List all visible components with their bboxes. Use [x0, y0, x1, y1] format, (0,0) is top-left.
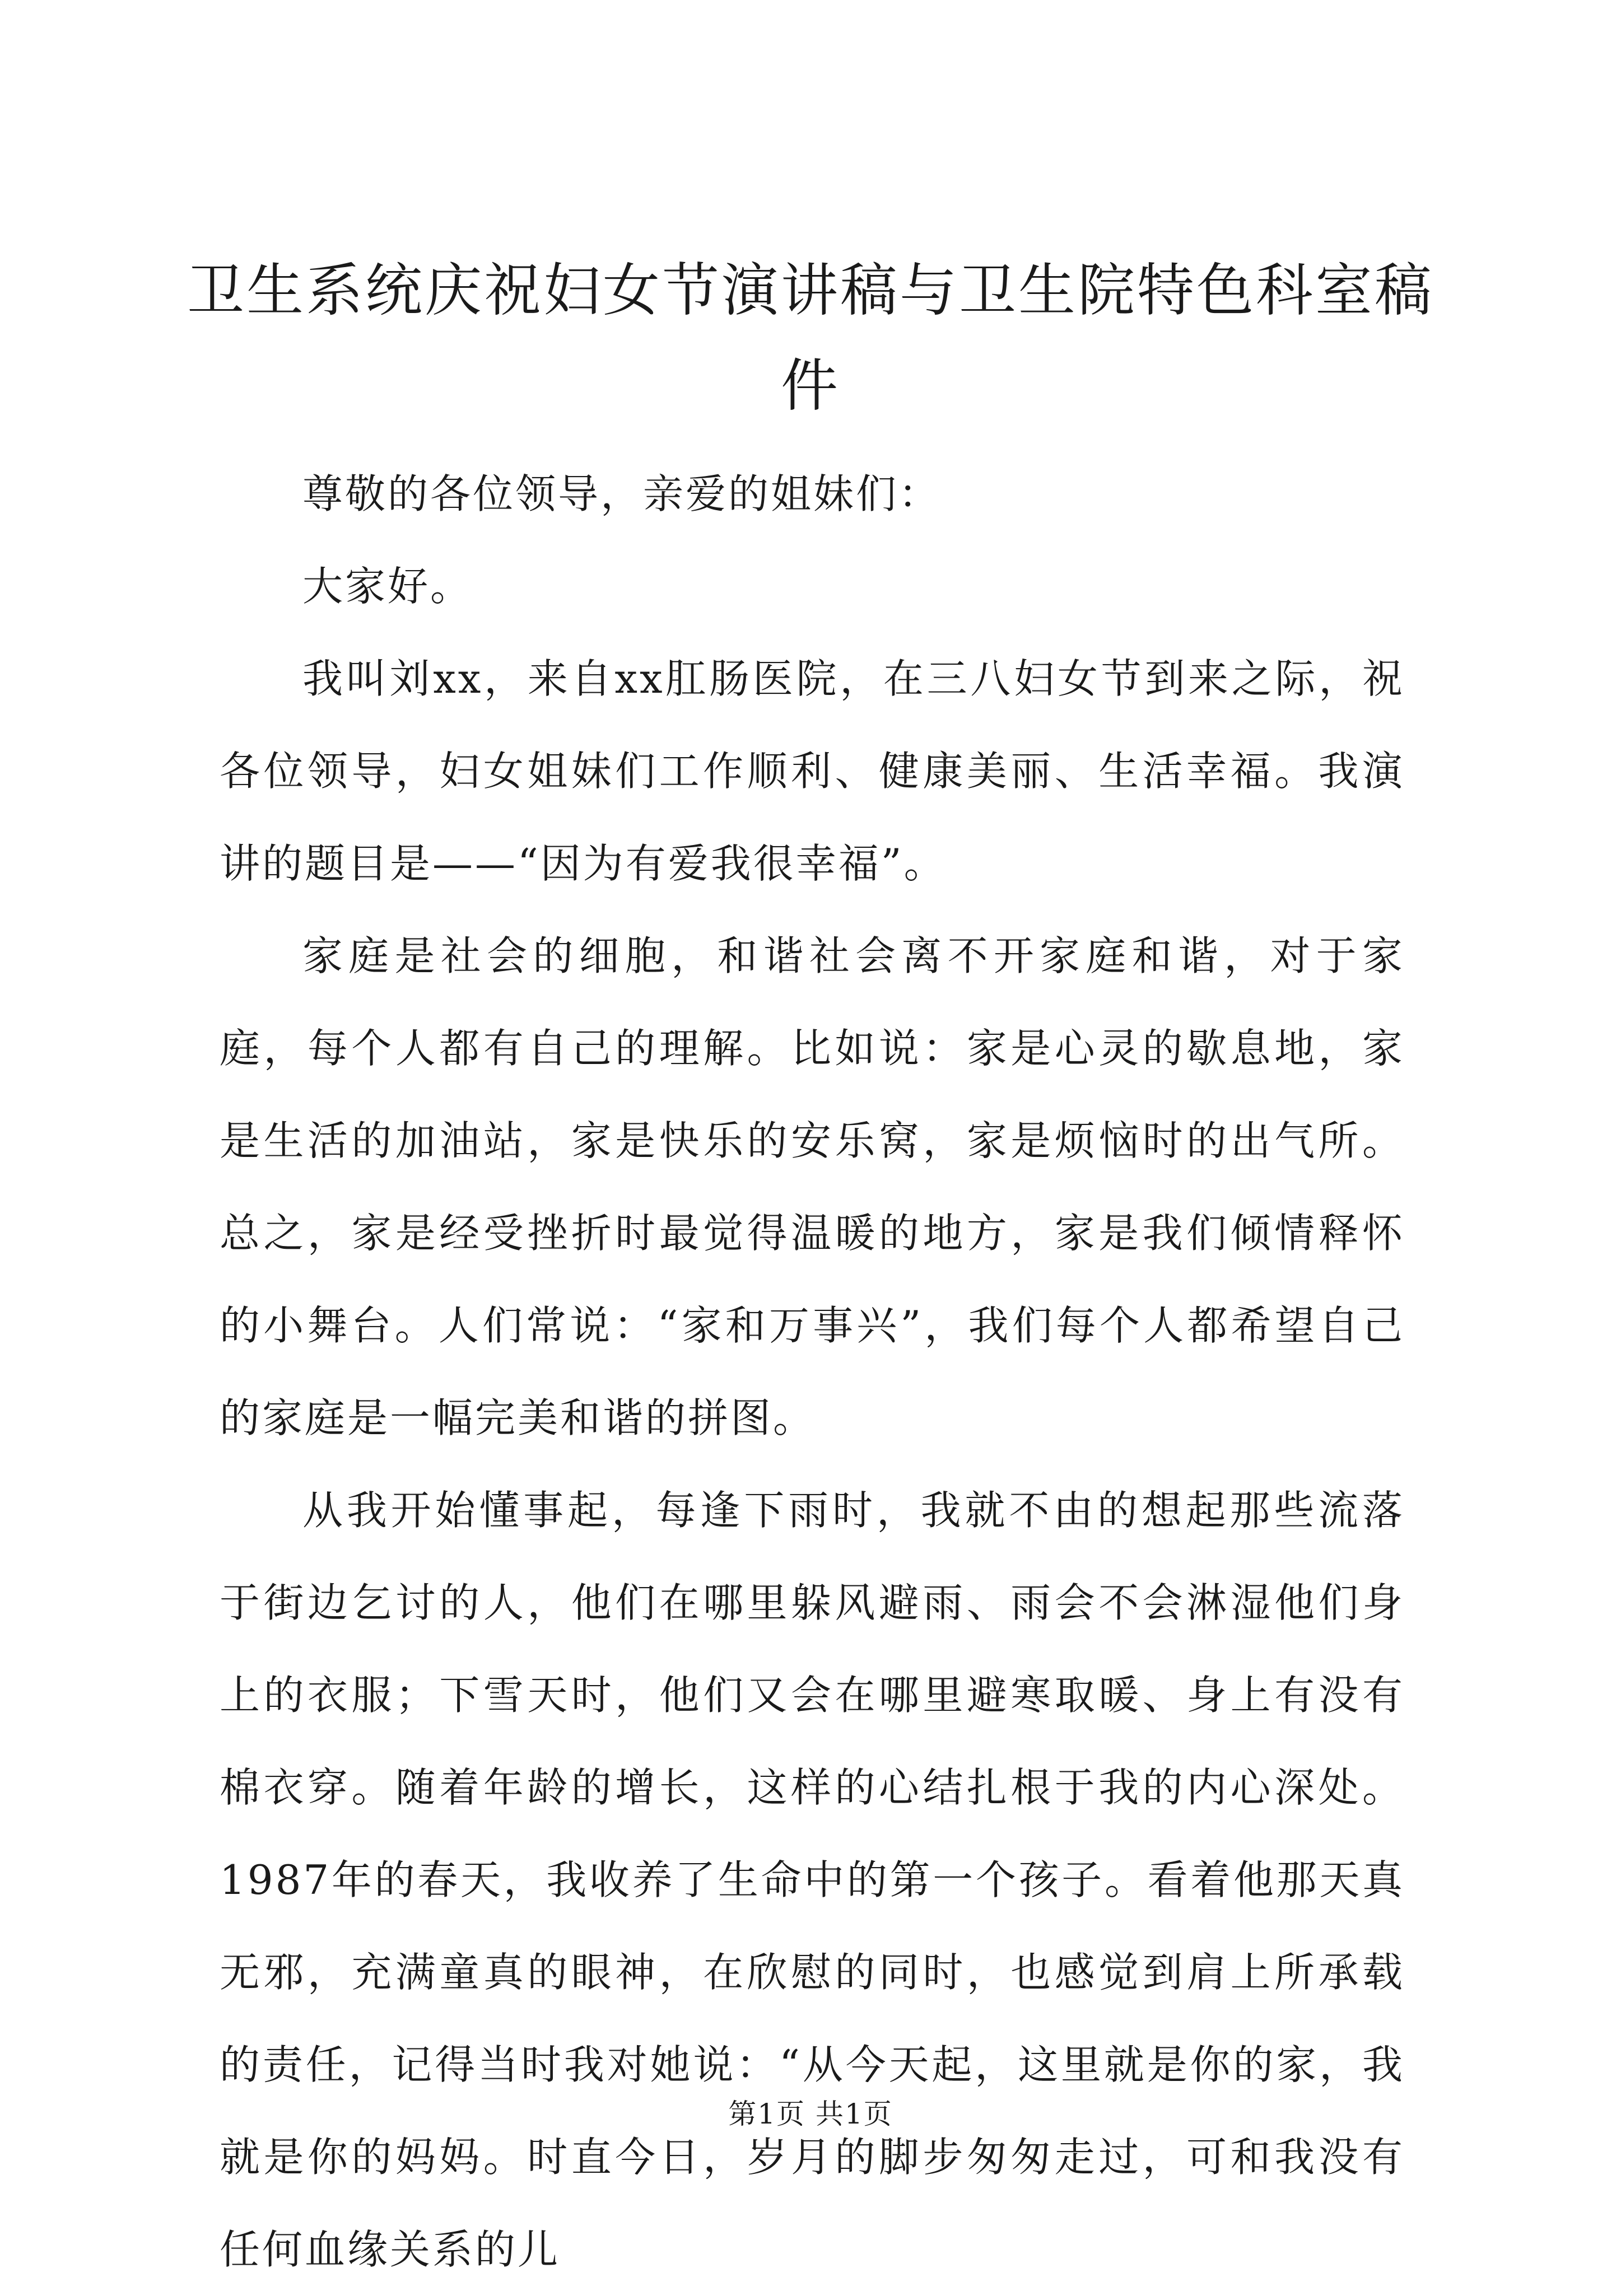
intro-paragraph: 我叫刘xx，来自xx肛肠医院，在三八妇女节到来之际，祝各位领导，妇女姐妹们工作顺利、健康美丽、生活幸福。我演讲的题目是——“因为有爱我很幸福”。	[220, 655, 1405, 887]
page-footer: 第1页 共1页	[728, 2098, 893, 2130]
document-title: 卫生系统庆祝妇女节演讲稿与卫生院特色科室稿件	[187, 258, 1434, 419]
story-paragraph: 从我开始懂事起，每逢下雨时，我就不由的想起那些流落于街边乞讨的人，他们在哪里躲风避雨、雨会不会淋湿他们身上的衣服；下雪天时，他们又会在哪里避寒取暖、身上有没有棉衣穿。随着年龄的增长，这样的心结扎根于我的内心深处。1987年的春天，我收养了生命中的第一个孩子。看着他那天真无邪，充满童真的眼神，在欣慰的同时，也感觉到肩上所承载的责任，记得当时我对她说：“从今天起，这里就是你的家，我就是你的妈妈。时直今日，岁月的脚步匆匆走过，可和我没有任何血缘关系的儿	[220, 1487, 1405, 2273]
greeting-paragraph: 大家好。	[302, 563, 473, 610]
family-paragraph: 家庭是社会的细胞，和谐社会离不开家庭和谐，对于家庭，每个人都有自己的理解。比如说：家是心灵的歇息地，家是生活的加油站，家是快乐的安乐窝，家是烦恼时的出气所。总之，家是经受挫折时最觉得温暖的地方，家是我们倾情释怀的小舞台。人们常说：“家和万事兴”，我们每个人都希望自己的家庭是一幅完美和谐的拼图。	[220, 932, 1405, 1441]
salutation-paragraph: 尊敬的各位领导，亲爱的姐妹们：	[302, 470, 942, 517]
document-body	[220, 448, 1405, 2296]
